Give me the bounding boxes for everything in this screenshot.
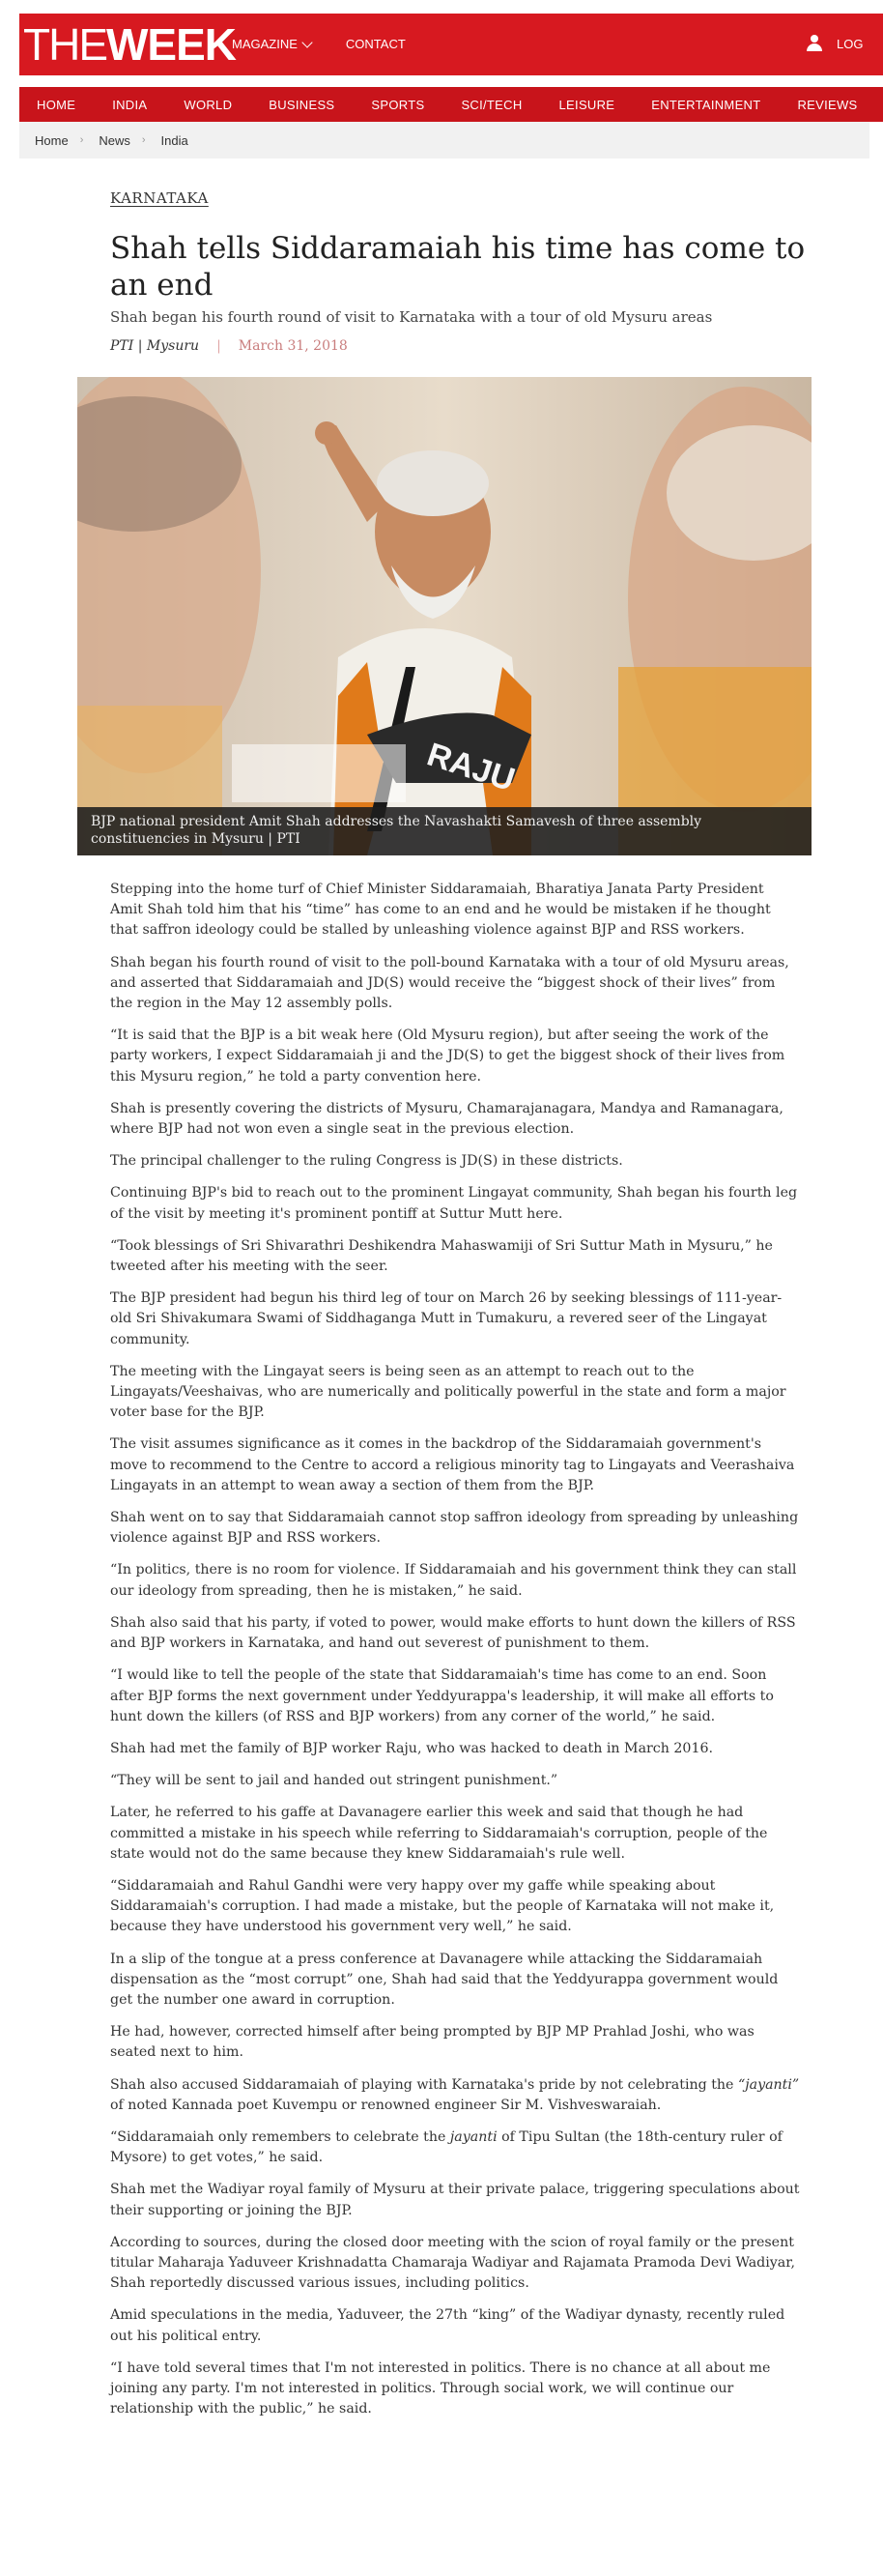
section-nav: [19, 87, 883, 122]
article-standfirst: Shah began his fourth round of visit to Karnataka with a tour of old Mysuru areas: [110, 308, 713, 326]
paragraph: Continuing BJP's bid to reach out to the prominent Lingayat community, Shah began his fourth leg of the visit by meeting it's prominent pontiff at Suttur Mutt here.: [110, 1185, 798, 1222]
paragraph: Shah went on to say that Siddaramaiah cannot stop saffron ideology from spreading by unleashing violence against BJP and RSS workers.: [110, 1510, 799, 1547]
paragraph-text: of Tipu Sultan (the 18th-century ruler of Mysore) to get votes,” he said.: [110, 2128, 783, 2166]
paragraph: Shah met the Wadiyar royal family of Mysuru at their private palace, triggering speculations about their supporting or joining the BJP.: [110, 2182, 800, 2218]
hero-photo: [77, 377, 812, 855]
paragraph: “They will be sent to jail and handed out stringent punishment.”: [110, 1773, 558, 1789]
breadcrumb-india[interactable]: India: [160, 132, 188, 148]
byline-divider: |: [216, 338, 221, 354]
nav-item-india[interactable]: INDIA: [112, 97, 148, 112]
paragraph: Shah also said that his party, if voted to power, would make efforts to hunt down the killers of RSS and BJP workers in Karnataka, and hand out severest of punishment to them.: [110, 1614, 796, 1652]
paragraph: The BJP president had begun his third leg of tour on March 26 by seeking blessings of 111-year-old Sri Shivakumara Swami of Siddhaganga Mutt in Tumakuru, a revered seer of the Lingayat community.: [110, 1290, 783, 1347]
contact-label: CONTACT: [345, 37, 406, 51]
article-kicker[interactable]: KARNATAKA: [110, 189, 209, 207]
top-nav: [232, 37, 406, 51]
paragraph-text: Shah also accused Siddaramaiah of playing with Karnataka's pride by not celebrating the: [110, 2076, 738, 2093]
breadcrumb-separator-icon: ›: [79, 134, 84, 146]
contact-link[interactable]: [346, 37, 406, 51]
paragraph: “It is said that the BJP is a bit weak here (Old Mysuru region), but after seeing the work of the party workers, I expect Siddaramaiah ji and the JD(S) to get the biggest shock of their lives from this Mysuru region,” he told a party convention here.: [110, 1028, 785, 1085]
site-header: [0, 0, 883, 87]
chevron-down-icon: [301, 37, 312, 47]
magazine-menu[interactable]: [232, 37, 311, 51]
nav-item-scitech[interactable]: SCI/TECH: [461, 97, 523, 112]
breadcrumb-home[interactable]: Home: [35, 132, 69, 148]
publish-date: March 31, 2018: [238, 338, 348, 354]
hero-image: [77, 377, 812, 855]
nav-item-entertainment[interactable]: ENTERTAINMENT: [651, 97, 761, 112]
paragraph: “In politics, there is no room for violence. If Siddaramaiah and his government think they can stall our ideology from spreading, then he is mistaken,” he said.: [110, 1562, 797, 1599]
login-label: LOG: [837, 36, 864, 51]
login-button[interactable]: [806, 35, 863, 52]
paragraph: “I would like to tell the people of the state that Siddaramaiah's time has come to an end. Soon after BJP forms the next government under Yeddyurappa's leadership, it will make all efforts to hunt down the killers (of RSS and BJP workers) from any corner of the world,” he said.: [110, 1667, 774, 1724]
nav-item-leisure[interactable]: LEISURE: [558, 97, 615, 112]
user-icon: [806, 35, 823, 52]
paragraph: Shah is presently covering the districts of Mysuru, Chamarajanagara, Mandya and Ramanagara, where BJP had not won even a single seat in the previous election.: [110, 1100, 783, 1138]
nav-item-home[interactable]: HOME: [37, 97, 76, 112]
paragraph-text: of noted Kannada poet Kuvempu or renowned engineer Sir M. Vishveswaraiah.: [110, 2097, 662, 2113]
site-logo[interactable]: [23, 19, 236, 70]
nav-item-business[interactable]: BUSINESS: [269, 97, 335, 112]
paragraph: He had, however, corrected himself after being prompted by BJP MP Prahlad Joshi, who was seated next to him.: [110, 2024, 755, 2061]
paragraph-text: “Siddaramaiah only remembers to celebrate the: [110, 2128, 450, 2145]
paragraph-emphasis: “jayanti”: [737, 2076, 800, 2093]
byline-source: PTI | Mysuru: [110, 338, 200, 354]
logo-the: THE: [23, 19, 106, 70]
magazine-label: MAGAZINE: [232, 37, 298, 51]
paragraph: The meeting with the Lingayat seers is being seen as an attempt to reach out to the Lingayats/Veeshaivas, who are numerically and politically powerful in the state and form a major voter base for the BJP.: [110, 1363, 786, 1421]
paragraph-emphasis: jayanti: [449, 2128, 498, 2145]
article-byline: [110, 338, 348, 354]
paragraph: [110, 2127, 800, 2168]
paragraph: In a slip of the tongue at a press conference at Davanagere while attacking the Siddaramaiah dispensation as the “most corrupt” one, Shah had said that the Yeddyurappa government would get the number one award in corruption.: [110, 1951, 779, 2008]
breadcrumb-separator-icon: ›: [141, 134, 146, 146]
breadcrumb: [19, 122, 869, 159]
paragraph: The principal challenger to the ruling Congress is JD(S) in these districts.: [110, 1153, 623, 1170]
paragraph: “I have told several times that I'm not interested in politics. There is no chance at all about me joining any party. I'm not interested in politics. Through social work, we will continue our relationship with the public,” he said.: [110, 2359, 771, 2417]
logo-week: WEEK: [106, 19, 236, 70]
paragraph: Stepping into the home turf of Chief Minister Siddaramaiah, Bharatiya Janata Party President Amit Shah told him that his “time” has come to an end and he would be mistaken if he thought that saffron ideology could be stalled by unleashing violence against BJP and RSS workers.: [110, 882, 771, 939]
breadcrumb-news[interactable]: News: [99, 132, 130, 148]
paragraph: “Siddaramaiah and Rahul Gandhi were very happy over my gaffe while speaking about Siddaramaiah's corruption. I had made a mistake, but the people of Karnataka will not make it, because they have understood his government very well,” he said.: [110, 1877, 775, 1935]
nav-item-sports[interactable]: SPORTS: [371, 97, 425, 112]
article-headline: Shah tells Siddaramaiah his time has come to an end: [110, 231, 806, 303]
nav-item-reviews[interactable]: REVIEWS: [797, 97, 858, 112]
paragraph: According to sources, during the closed door meeting with the scion of royal family or the present titular Maharaja Yaduveer Krishnadatta Chamaraja Wadiyar and Rajamata Pramoda Devi Wadiyar, Shah reportedly discussed various issues, including politics.: [110, 2234, 795, 2292]
article-body: [110, 880, 800, 2431]
nav-item-world[interactable]: WORLD: [184, 97, 233, 112]
paragraph: The visit assumes significance as it comes in the backdrop of the Siddaramaiah government's move to recommend to the Centre to accord a religious minority tag to Lingayats and Veerashaiva Lingayats in an attempt to wean away a section of them from the BJP.: [110, 1436, 795, 1493]
header-bar: [19, 14, 883, 75]
paragraph: [110, 2075, 800, 2116]
paragraph: Later, he referred to his gaffe at Davanagere earlier this week and said that though he had committed a mistake in his speech while referring to Siddaramaiah's corruption, people of the state would not do the same because they knew Siddaramaiah's rule well.: [110, 1805, 768, 1862]
paragraph: Shah began his fourth round of visit to the poll-bound Karnataka with a tour of old Mysuru areas, and asserted that Siddaramaiah and JD(S) would receive the “biggest shock of their lives” from the region in the May 12 assembly polls.: [110, 954, 789, 1012]
paragraph: Amid speculations in the media, Yaduveer, the 27th “king” of the Wadiyar dynasty, recently ruled out his political entry.: [110, 2307, 785, 2344]
paragraph: Shah had met the family of BJP worker Raju, who was hacked to death in March 2016.: [110, 1740, 714, 1756]
paragraph: “Took blessings of Sri Shivarathri Deshikendra Mahaswamiji of Sri Suttur Math in Mysuru,” he tweeted after his meeting with the seer.: [110, 1237, 773, 1275]
hero-caption: BJP national president Amit Shah addresses the Navashakti Samavesh of three assembly constituencies in Mysuru | PTI: [77, 807, 812, 855]
podium-sign-text: RAJU: [422, 736, 520, 799]
